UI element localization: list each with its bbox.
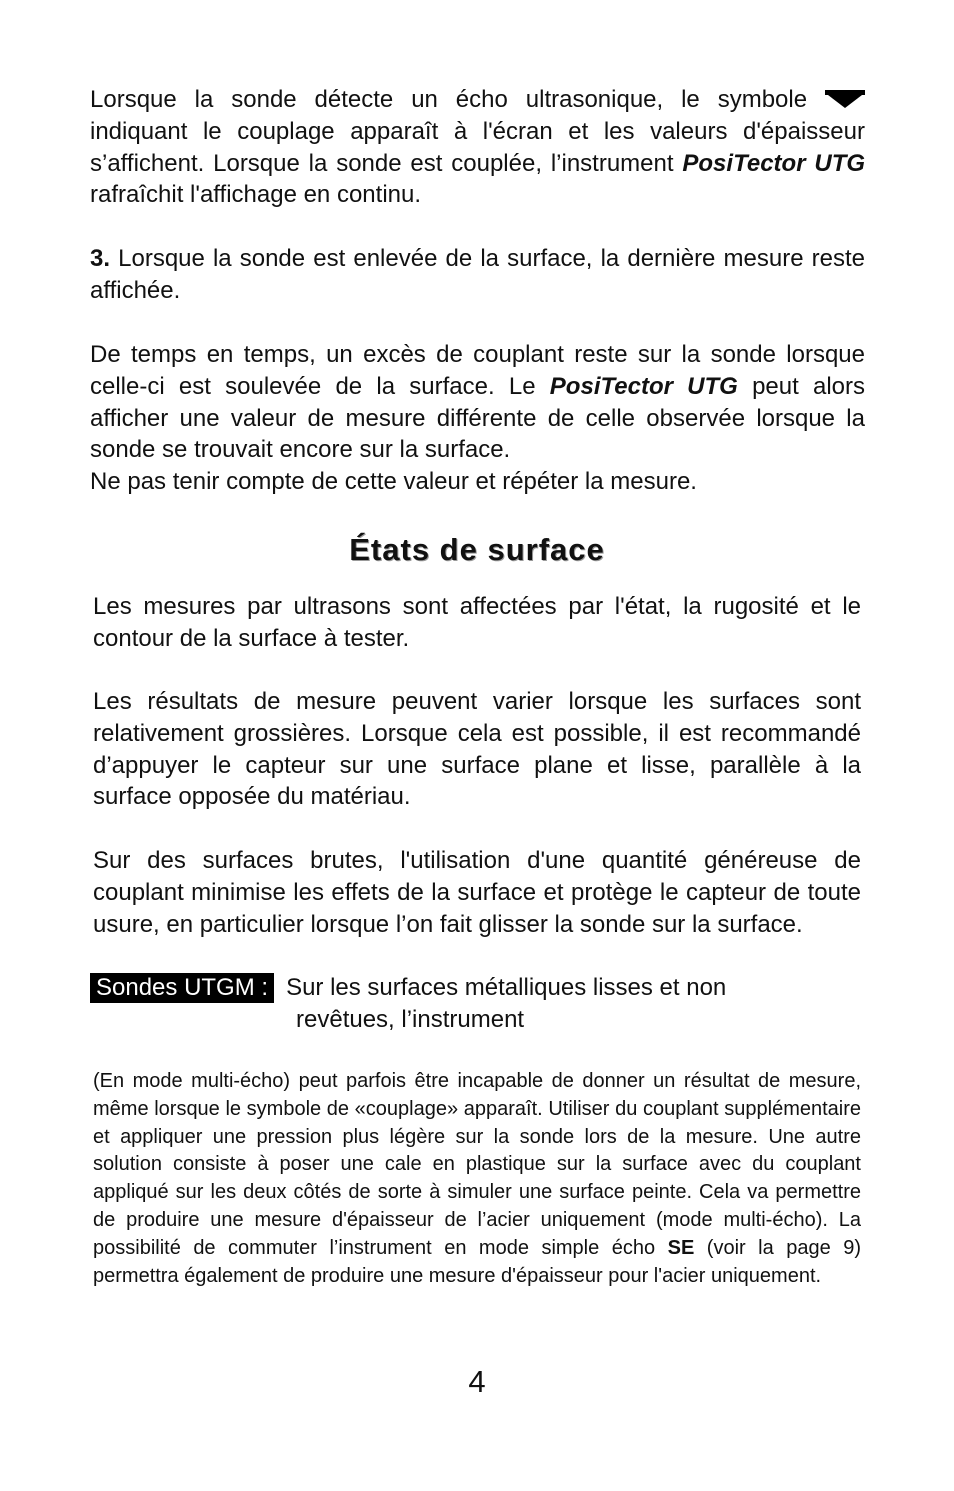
step-number: 3. — [90, 245, 111, 272]
text: peut alors afficher une valeur de mesure différente de celle observée lorsque la sonde se trouvait encore sur la surface. — [90, 372, 866, 464]
text: (voir la page 9) permettra également de produire une mesure d'épaisseur pour l'acier uniquement. — [93, 1236, 861, 1287]
utgm-badge: Sondes UTGM : — [90, 973, 274, 1003]
text: revêtues, l’instrument — [296, 1006, 525, 1033]
text: indiquant le couplage apparaît à l'écran et les valeurs d'épaisseur s’affichent. Lorsque la sonde est couplée, l’instrument — [90, 117, 865, 177]
paragraph-rough-surfaces: Les résultats de mesure peuvent varier lorsque les surfaces sont relativement grossières. Lorsque cela est possible, il est recommandé d’appuyer le capteur sur une surface plane et lisse, parallèle à la surface opposée du matériau. — [93, 688, 861, 811]
section-heading: États de surface — [349, 532, 605, 567]
paragraph-ignore-value — [90, 466, 865, 498]
paragraph-step-3 — [90, 243, 865, 307]
brand-name: PosiTector UTG — [549, 372, 738, 400]
coupling-symbol-icon — [825, 90, 865, 110]
paragraph-brute-surfaces: Sur des surfaces brutes, l'utilisation d'une quantité généreuse de couplant minimise les effets de la surface et protège le capteur de toute usure, en particulier lorsque l’on fait glisser la sonde sur la surface. — [93, 847, 861, 938]
text: Sur les surfaces métalliques lisses et non — [286, 974, 727, 1001]
utgm-note — [90, 972, 865, 1004]
text: (En mode multi-écho) peut parfois être incapable de donner un résultat de mesure, même lorsque le symbole de «couplage» apparaît. Utiliser du couplant supplémentaire et appliquer une pression plus légère sur la sonde lors de la mesure. Une autre solution consiste à poser une cale en plastique sur la surface avec du couplant appliqué sur les deux côtés de sorte à simuler une surface peinte. Cela va permettre de produire une mesure d'épaisseur de l’acier uniquement (mode multi-écho). La possibilité de commuter l’instrument en mode simple écho — [93, 1070, 861, 1259]
utgm-note-continued — [296, 1004, 856, 1036]
page-number: 4 — [468, 1364, 486, 1399]
paragraph-ultrasound: Les mesures par ultrasons sont affectées par l'état, la rugosité et le contour de la surface à tester. — [93, 593, 861, 652]
text: Lorsque la sonde détecte un écho ultrasonique, le symbole — [90, 86, 808, 113]
text: De temps en temps, un excès de couplant reste sur la sonde lorsque celle-ci est soulevée de la surface. Le — [90, 341, 865, 400]
brand-name: PosiTector UTG — [682, 149, 866, 177]
mode-code: SE — [667, 1236, 695, 1259]
paragraph-multi-echo — [93, 1068, 861, 1290]
text: Ne pas tenir compte de cette valeur et répéter la mesure. — [90, 468, 697, 495]
text: rafraîchit l'affichage en continu. — [90, 181, 422, 209]
paragraph-coupling — [90, 84, 865, 211]
text: Lorsque la sonde est enlevée de la surface, la dernière mesure reste affichée. — [90, 245, 865, 304]
paragraph-excess-couplant — [90, 339, 865, 466]
